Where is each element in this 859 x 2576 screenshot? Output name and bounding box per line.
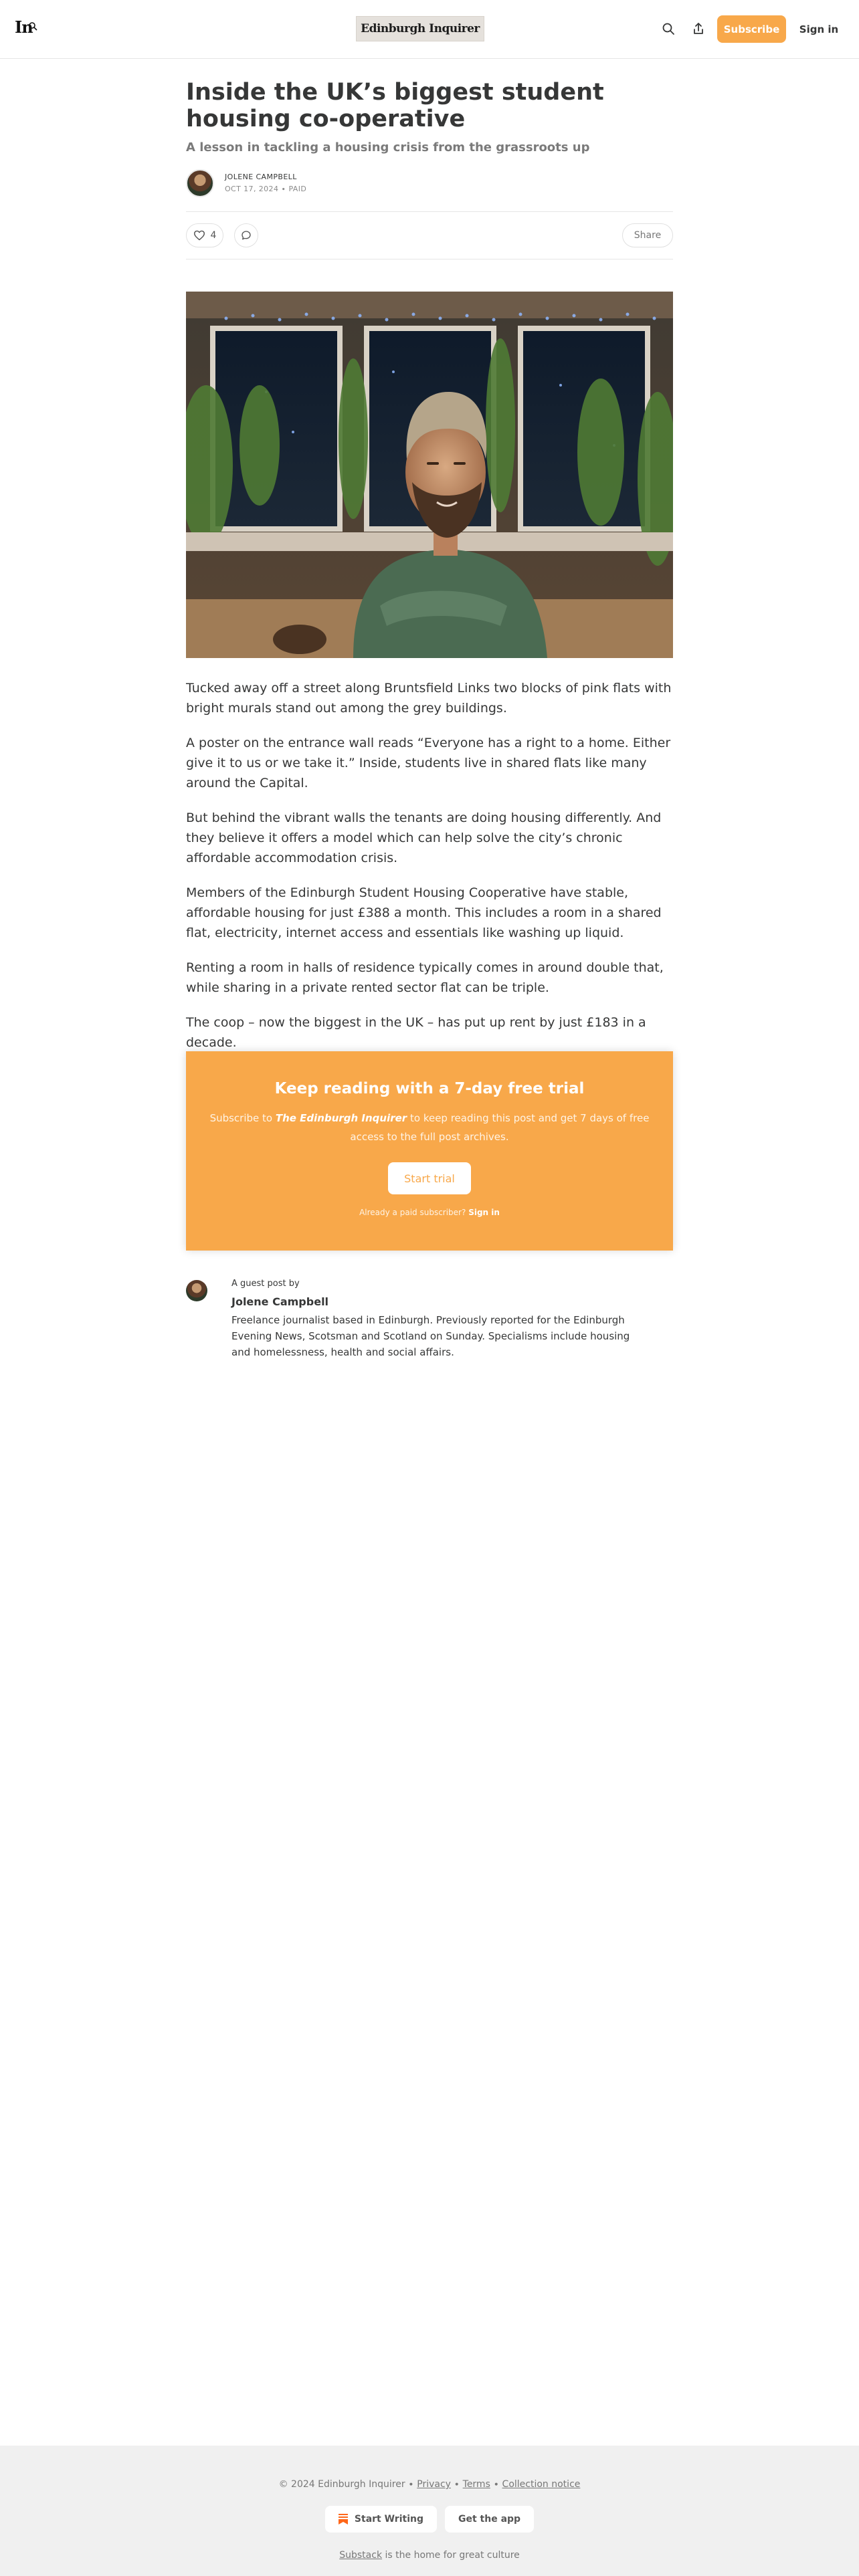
paywall-publication-name: The Edinburgh Inquirer [275,1112,407,1124]
post-subtitle: A lesson in tackling a housing crisis from the grassroots up [186,140,590,154]
footer-separator: ∙ [408,2479,417,2490]
paywall-title: Keep reading with a 7-day free trial [274,1080,585,1097]
subscribe-button[interactable]: Subscribe [717,15,786,43]
author-name[interactable]: JOLENE CAMPBELL [225,173,297,181]
post-date: OCT 17, 2024 [225,185,279,193]
magnifier-logo-icon [28,21,37,31]
byline [186,167,673,199]
guest-author-bio: Freelance journalist based in Edinburgh. Previously reported for the Edinburgh Evening News, Scotsman and Scotland on Sunday. Specialisms include housing and homelessness, health and social affairs. [231,1314,630,1358]
collection-notice-link[interactable]: Collection notice [502,2479,581,2490]
paywall-desc-after: to keep reading this post and get 7 days of free access to the full post archives. [350,1112,650,1143]
guest-author-avatar[interactable] [186,1280,207,1301]
hero-image [186,292,673,658]
hero-photo-illustration [186,292,673,658]
footer-separator: ∙ [454,2479,463,2490]
search-icon[interactable] [660,20,677,37]
paragraph: Members of the Edinburgh Student Housing Cooperative have stable, affordable housing for just £388 a month. This includes a room in a shared flat, electricity, internet access and essentials like washing up liquid. [186,885,662,940]
publication-icon-text: In [15,17,33,37]
paragraph: Tucked away off a street along Bruntsfield Links two blocks of pink flats with bright murals stand out among the grey buildings. [186,681,672,716]
paywall-description [209,1109,650,1146]
publication-icon[interactable] [15,17,41,40]
comment-icon [241,230,252,241]
footer-tagline [0,2550,859,2561]
get-the-app-button[interactable] [445,2506,534,2533]
substack-logo-icon [339,2514,348,2525]
paywall-sign-in-line [186,1208,673,1217]
start-writing-label: Start Writing [354,2514,423,2525]
paragraph: Renting a room in halls of residence typically comes in around double that, while sharing in a private rented sector flat can be triple. [186,960,664,995]
paragraph: The coop – now the biggest in the UK – has put up rent by just £183 in a decade. [186,1015,646,1050]
share-post-button[interactable]: Share [622,223,673,247]
post-body [186,678,673,1053]
guest-author-name[interactable]: Jolene Campbell [231,1295,329,1308]
guest-author-section [186,1277,673,1360]
comment-button[interactable] [234,223,258,247]
guest-author-body [231,1277,673,1360]
post-actions-bar [186,211,673,259]
post-title: Inside the UK’s biggest student housing co-operative [186,79,604,132]
date-separator: ∙ [281,185,289,193]
substack-link[interactable]: Substack [339,2550,383,2561]
tagline-text: is the home for great culture [385,2550,520,2561]
masthead-text: Edinburgh Inquirer [361,22,480,35]
copyright: © 2024 Edinburgh Inquirer [278,2479,405,2490]
top-bar [0,0,859,59]
byline-meta [225,172,306,195]
footer [0,2446,859,2576]
footer-separator: ∙ [493,2479,502,2490]
already-subscriber-text: Already a paid subscriber? [359,1208,466,1217]
paragraph: But behind the vibrant walls the tenants are doing housing differently. And they believe it offers a model which can help solve the city’s chronic affordable accommodation crisis. [186,811,662,865]
get-the-app-label: Get the app [458,2514,521,2525]
article [186,59,673,1067]
author-avatar[interactable] [186,169,214,197]
access-label: PAID [288,185,307,193]
sign-in-button[interactable]: Sign in [799,23,839,35]
privacy-link[interactable]: Privacy [417,2479,451,2490]
guest-post-label: A guest post by [231,1279,300,1289]
start-trial-button[interactable]: Start trial [388,1162,471,1194]
share-icon[interactable] [690,20,707,37]
paywall-sign-in-link[interactable]: Sign in [468,1208,500,1217]
start-writing-button[interactable] [325,2506,437,2533]
footer-buttons [0,2506,859,2533]
publication-masthead[interactable] [356,16,484,41]
heart-icon [193,230,205,241]
footer-links [0,2479,859,2490]
terms-link[interactable]: Terms [462,2479,490,2490]
like-button[interactable] [186,223,223,247]
paywall-desc-before: Subscribe to [209,1112,276,1124]
like-count: 4 [210,230,217,241]
post-date-line [225,184,306,195]
paywall-box [186,1051,673,1251]
paragraph: A poster on the entrance wall reads “Everyone has a right to a home. Either give it to us or we take it.” Inside, students live in shared flats like many around the Capital. [186,736,671,790]
